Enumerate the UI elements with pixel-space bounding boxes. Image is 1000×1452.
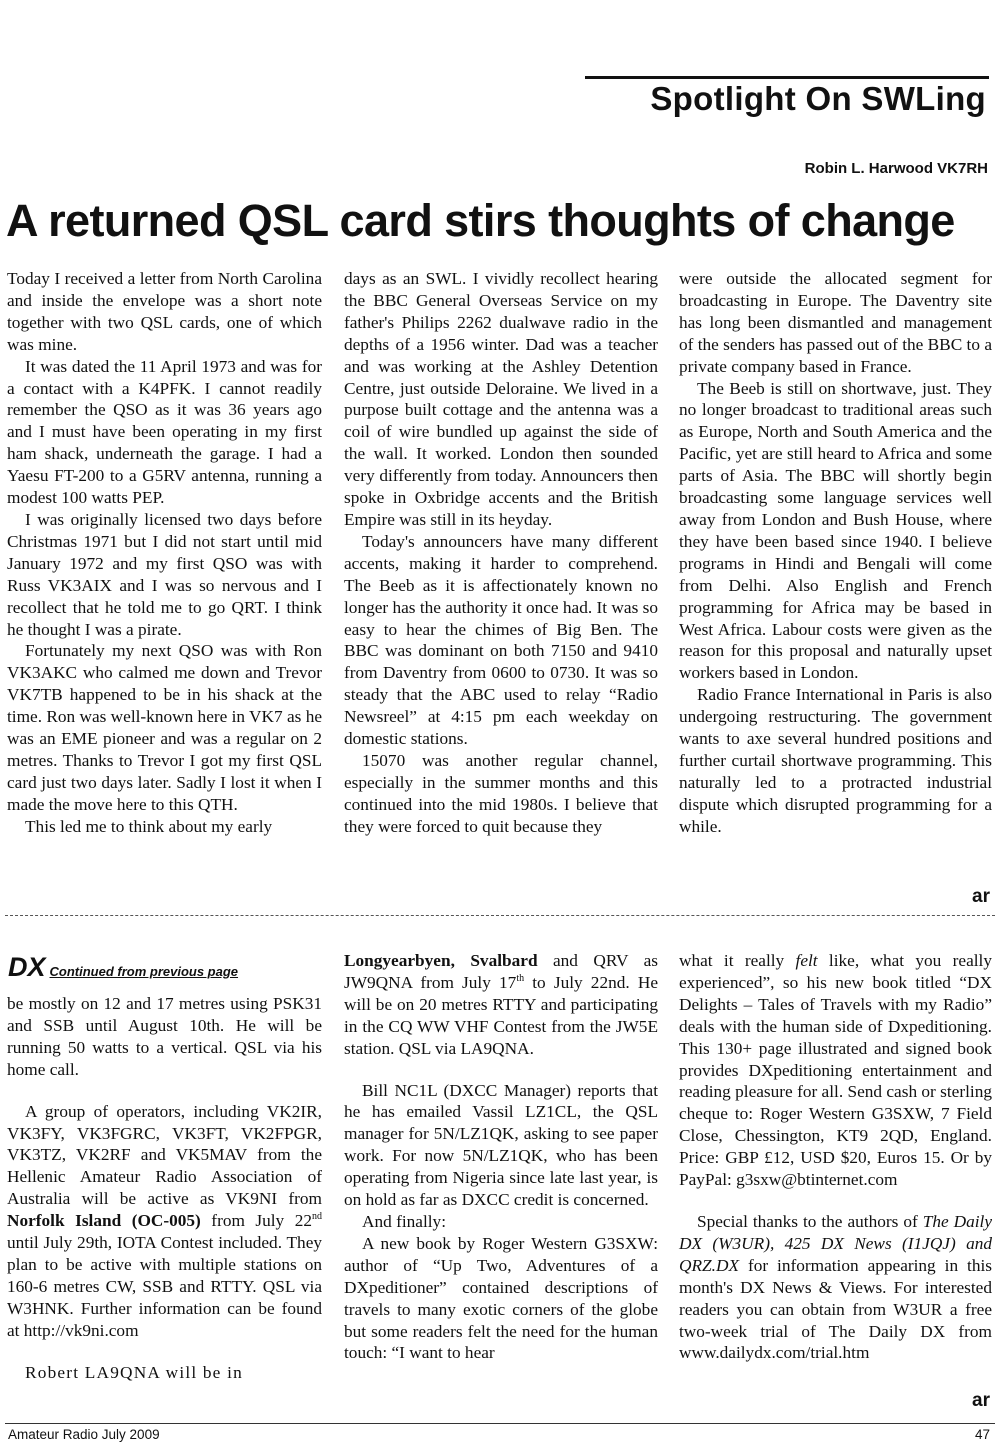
paragraph: Today's announcers have many different accents, making it harder to comprehend. The Beeb as it is affectionately known no longer has the authority it once had. It was so easy to hear the chimes of Big Ben. The BBC was dominant on both 7150 and 9410 from Daventry from 0600 to 0730. It was so steady that the ABC used to relay “Radio Newsreel” at 4:15 pm each weekday on domestic stations. [344,531,658,749]
italic-text: The Daily DX (W3UR), 425 DX News (I1JQJ) and QRZ.DX [679,1211,992,1275]
section-divider [5,915,995,916]
article-headline: A returned QSL card stirs thoughts of change [6,195,955,246]
page-number: 47 [974,1427,990,1442]
paragraph: And finally: [362,1211,446,1231]
paragraph: Radio France International in Paris is also undergoing restructuring. The government wants to axe several hundred positions and further curtail shortwave programming. This naturally led to a protracted industrial dispute which disrupted programming for a while. [679,685,992,836]
text-run: from July 22 [200,1211,312,1231]
paragraph: be mostly on 12 and 17 metres using PSK31 and SSB until August 10th. He will be running 50 watts to a vertical. QSL via his home call. [7,994,322,1079]
paragraph [344,950,658,1060]
paragraph: This led me to think about my early [25,816,273,836]
paragraph: I was originally licensed two days before Christmas 1971 but I did not start until mid January 1972 and my first QSO was with Russ VK3AIX and I was so nervous and I recollect that he told me to go QRT. I think he thought I was a pirate. [7,509,322,639]
text-run: like, what you really experienced”, so his new book titled “DX Delights – Tales of Travels with my Radio” deals with the human side of Dxpeditioning. This 130+ page illustrated and signed book provides DXpeditioning entertainment and reading pleasure for all. Send cash or sterling cheque to: Roger Western G3SXW, 7 Field Close, Chessington, KT9 2QD, England. Price: GBP £12, USD $20, Euros 15. Or by PayPal: g3sxw@btinternet.com [679,951,992,1190]
section-rule [585,76,989,79]
article-column-2 [344,268,658,838]
footer-rule [5,1423,995,1424]
dx-heading [8,952,238,983]
paragraph: Robert LA9QNA will be in [25,1362,243,1382]
article-end-mark: ar [972,886,990,907]
superscript: nd [311,1211,322,1223]
dx-continued-link[interactable]: Continued from previous page [49,964,239,979]
paragraph: The Beeb is still on shortwave, just. They no longer broadcast to traditional areas such as Europe, North and South America and the Pacific, yet are still heard to Africa and some parts of Asia. The BBC will shortly begin broadcasting some language services well away from London and Bush House, where they have been based since 1940. I believe programs in Hindi and Bengali will come from Delhi. Also English and French programming for Africa may be based in West Africa. Labour costs were given as the reason for this proposal and naturally upset workers based in London. [679,378,992,683]
paragraph: Bill NC1L (DXCC Manager) reports that he has emailed Vassil LZ1CL, the QSL manager for 5N/LZ1QK, asking to see paper work. For now 5N/LZ1QK, who has been operating from Nigeria since late last year, is on hold as far as DXCC credit is concerned. [344,1080,658,1210]
paragraph: It was dated the 11 April 1973 and was for a contact with a K4PFK. I cannot readily remember the QSO as it was 36 years ago and I must have been operating in my first ham shack, underneath the garage. I had a Yaesu FT-200 to a G5RV antenna, running a modest 100 watts PEP. [7,356,322,508]
paragraph: were outside the allocated segment for broadcasting in Europe. The Daventry site has long been dismantled and management of the senders has passed out of the BBC to a private company based in France. [679,269,992,376]
dx-title: DX [8,952,46,982]
paragraph: A new book by Roger Western G3SXW: author of “Up Two, Adventures of a DXpeditioner” contained descriptions of travels to many exotic corners of the globe but some readers felt the need for the human touch: “I want to hear [344,1233,658,1363]
footer-publication: Amateur Radio July 2009 [8,1427,160,1442]
dx-column-3 [679,950,992,1364]
italic-text: felt [795,951,818,970]
text-run: Special thanks to the authors of [697,1211,923,1231]
author-byline: Robin L. Harwood VK7RH [804,160,988,177]
paragraph: 15070 was another regular channel, especially in the summer months and this continued into the mid 1980s. I believe that they were forced to quit because they [344,750,658,836]
paragraph: Today I received a letter from North Carolina and inside the envelope was a short note together with two QSL cards, one of which was mine. [7,269,322,354]
dx-column-2 [344,950,658,1364]
section-title: Spotlight On SWLing [650,80,986,117]
bold-text: Norfolk Island (OC-005) [7,1211,201,1231]
bold-text: Longyearbyen, Svalbard [344,951,538,970]
paragraph: days as an SWL. I vividly recollect hearing the BBC General Overseas Service on my father's Philips 2262 dualwave radio in the depths of a 1956 winter. Dad was a teacher and was working at the Ashley Detention Centre, just outside Deloraine. We lived in a purpose built cottage and the antenna was a coil of wire bundled up against the side of the wall. It worked. London then sounded very differently from today. Announcers then spoke in Oxbridge accents and the British Empire was still in its heyday. [344,269,658,529]
paragraph [7,1101,322,1342]
text-run: to July 22nd. He will be on 20 metres RTTY and participating in the CQ WW VHF Contest from the JW5E station. QSL via LA9QNA. [344,972,658,1058]
text-run: for information appearing in this month's DX News & Views. For interested readers you can obtain from W3UR a free two-week trial of The Daily DX from www.dailydx.com/trial.htm [679,1255,992,1363]
superscript: th [516,973,525,985]
article-column-1 [7,268,322,838]
dx-end-mark: ar [972,1390,990,1411]
paragraph [679,1211,992,1364]
article-column-3 [679,268,992,838]
paragraph [679,950,992,1191]
paragraph: Fortunately my next QSO was with Ron VK3AKC who calmed me down and Trevor VK7TB happened to be in his shack at the time. Ron was well-known here in VK7 as he was an EME pioneer and was a regular on 2 metres. Thanks to Trevor I got my first QSL card just two days later. Sadly I lost it when I made the move here to this QTH. [7,641,323,814]
text-run: and QRV as JW9QNA from July 17 [344,951,658,992]
dx-column-1 [7,993,322,1384]
text-run: what it really [679,951,796,970]
text-run: A group of operators, including VK2IR, VK3FY, VK3FGRC, VK3FT, VK2FPGR, VK3TZ, VK2RF and VK5MAV from the Hellenic Amateur Radio Association of Australia will be active as VK9NI from [7,1101,322,1209]
text-run: until July 29th, IOTA Contest included. They plan to be active with multiple stations on 160-6 metres CW, SSB and RTTY. QSL via W3HNK. Further information can be found at http://vk9ni.com [7,1233,322,1340]
